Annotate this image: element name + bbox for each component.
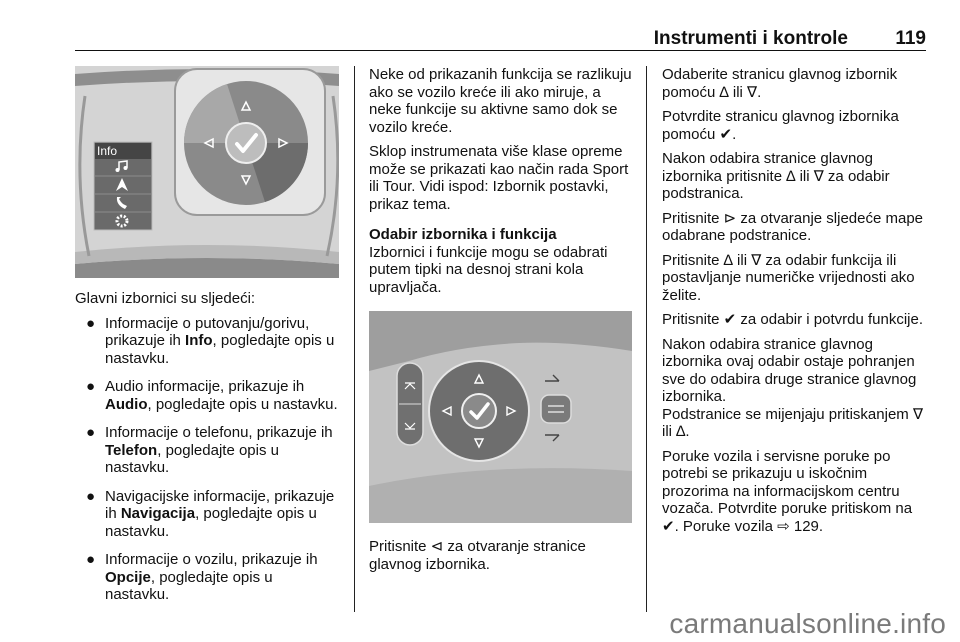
page-number: 119 — [895, 28, 926, 49]
header-rule — [75, 50, 926, 51]
paragraph: Sklop instrumenata više klase opreme može se prikazati kao način rada Sport ili Tour. Vidi ispod: Izbornik postavki, prikaz tema. — [369, 143, 629, 213]
column-3 — [662, 66, 928, 542]
list-item: ● Informacije o putovanju/gorivu, prikazuje ih Info, pogledajte opis u nastavku. — [86, 314, 335, 367]
list-item: ● Audio informacije, prikazuje ih Audio, pogledajte opis u nastavku. — [86, 378, 338, 413]
paragraph: Nakon odabira stranice glavnog izbornika ovaj odabir ostaje pohranjen sve do odabira druge stranice glavnog izbornika. — [662, 335, 917, 405]
gear-icon — [117, 216, 127, 226]
watermark: carmanualsonline.info — [669, 608, 946, 639]
column-divider-1 — [354, 66, 355, 612]
paragraph: Neke od prikazanih funkcija se razlikuju ako se vozilo kreće ili ako miruje, a neke funkcije su aktivne samo dok se vozilo kreće. — [369, 66, 632, 136]
page-title: Instrumenti i kontrole — [653, 28, 848, 49]
column-2 — [369, 66, 633, 303]
paragraph: Pritisnite ⊳ za otvaranje sljedeće mape odabrane podstranice. — [662, 209, 924, 244]
list-item: ● Informacije o vozilu, prikazuje ih Opcije, pogledajte opis u nastavku. — [86, 551, 318, 603]
paragraph: Nakon odabira stranice glavnog izbornika pritisnite ∆ ili ∇ za odabir podstranica. — [662, 150, 890, 202]
menu-info-label: Info — [97, 144, 118, 158]
instrument-cluster-figure — [75, 66, 339, 278]
steering-wheel-illustration — [369, 311, 632, 523]
column-1 — [75, 290, 340, 615]
steering-wheel-figure — [369, 311, 632, 523]
section-heading: Odabir izbornika i funkcija — [369, 226, 557, 243]
paragraph: Odaberite stranicu glavnog izbornik pomoću ∆ ili ∇. — [662, 66, 898, 101]
paragraph: Izbornici i funkcije mogu se odabrati putem tipki na desnoj strani kola upravljača. — [369, 243, 608, 296]
page-header — [75, 28, 926, 50]
main-menu-list — [75, 315, 340, 604]
paragraph: Potvrdite stranicu glavnog izbornika pomoću ✔. — [662, 108, 899, 143]
list-item: ● Informacije o telefonu, prikazuje ih Telefon, pogledajte opis u nastavku. — [86, 424, 333, 476]
figure-caption-paragraph: Pritisnite ⊲ za otvaranje stranice glavnog izbornika. — [369, 538, 586, 573]
instrument-cluster-illustration — [75, 66, 339, 278]
paragraph: Pritisnite ✔ za odabir i potvrdu funkcije. — [662, 311, 924, 328]
paragraph: Poruke vozila i servisne poruke po potrebi se prikazuju u iskočnim prozorima na informacijskom centru vozača. Potvrdite poruke pritiskom na ✔. Poruke vozila ⇨ 129. — [662, 447, 913, 535]
menu-intro: Glavni izbornici su sljedeći: — [75, 290, 256, 307]
paragraph: Pritisnite ∆ ili ∇ za odabir funkcija ili postavljanje numeričke vrijednosti ako želite. — [662, 251, 915, 304]
paragraph: Podstranice se mijenjaju pritiskanjem ∇ ili ∆. — [662, 405, 923, 440]
column-divider-2 — [646, 66, 647, 612]
list-item: ● Navigacijske informacije, prikazuje ih Navigacija, pogledajte opis u nastavku. — [86, 487, 335, 540]
